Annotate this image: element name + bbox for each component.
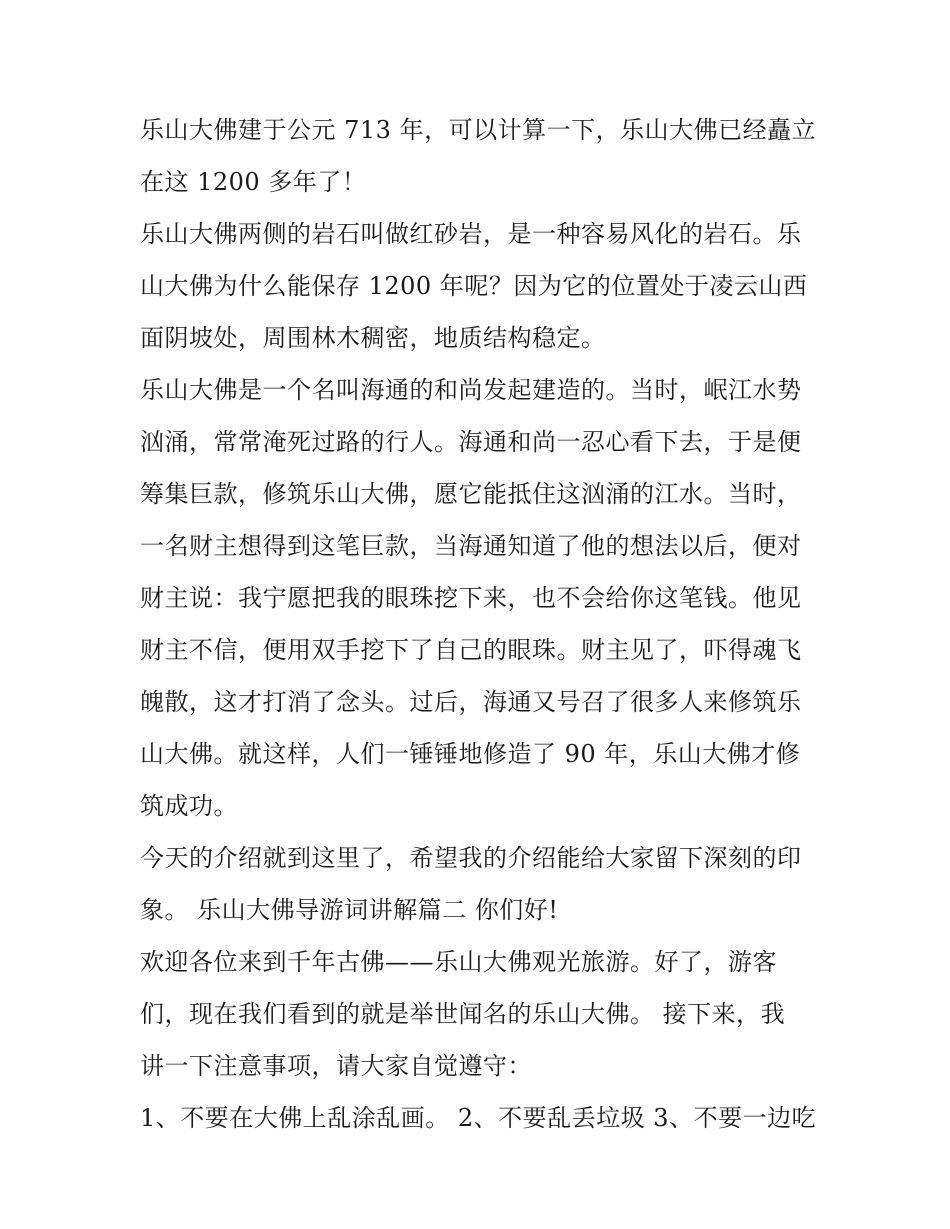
text-line: 一名财主想得到这笔巨款，当海通知道了他的想法以后，便对 <box>140 532 802 560</box>
text-line: 筹集巨款，修筑乐山大佛，愿它能抵住这汹涌的江水。当时， <box>140 480 802 508</box>
text-line: 今天的介绍就到这里了，希望我的介绍能给大家留下深刻的印 <box>140 844 802 872</box>
text-line: 筑成功。 <box>140 792 238 820</box>
text-line: 乐山大佛建于公元 713 年，可以计算一下，乐山大佛已经矗立 <box>140 116 817 144</box>
text-line: 们，现在我们看到的就是举世闻名的乐山大佛。 接下来，我 <box>140 1000 786 1028</box>
document-body <box>140 104 820 1144</box>
text-line: 乐山大佛两侧的岩石叫做红砂岩，是一种容易风化的岩石。乐 <box>140 220 802 248</box>
text-line: 汹涌，常常淹死过路的行人。海通和尚一忍心看下去，于是便 <box>140 428 802 456</box>
text-line: 1、不要在大佛上乱涂乱画。 2、不要乱丢垃圾 3、不要一边吃 <box>140 1104 817 1132</box>
text-line: 山大佛。就这样，人们一锤锤地修造了 90 年，乐山大佛才修 <box>140 740 801 768</box>
text-line: 乐山大佛是一个名叫海通的和尚发起建造的。当时，岷江水势 <box>140 376 802 404</box>
text-line: 财主不信，便用双手挖下了自己的眼珠。财主见了，吓得魂飞 <box>140 636 802 664</box>
text-line: 在这 1200 多年了！ <box>140 168 367 196</box>
text-line: 欢迎各位来到千年古佛——乐山大佛观光旅游。好了，游客 <box>140 948 777 976</box>
text-line: 财主说：我宁愿把我的眼珠挖下来，也不会给你这笔钱。他见 <box>140 584 802 612</box>
text-line: 象。 乐山大佛导游词讲解篇二 你们好! <box>140 896 559 924</box>
text-line: 魄散，这才打消了念头。过后，海通又号召了很多人来修筑乐 <box>140 688 802 716</box>
text-line: 面阴坡处，周围林木稠密，地质结构稳定。 <box>140 324 606 352</box>
text-line: 讲一下注意事项，请大家自觉遵守： <box>140 1052 532 1080</box>
text-line: 山大佛为什么能保存 1200 年呢？因为它的位置处于凌云山西 <box>140 272 808 300</box>
